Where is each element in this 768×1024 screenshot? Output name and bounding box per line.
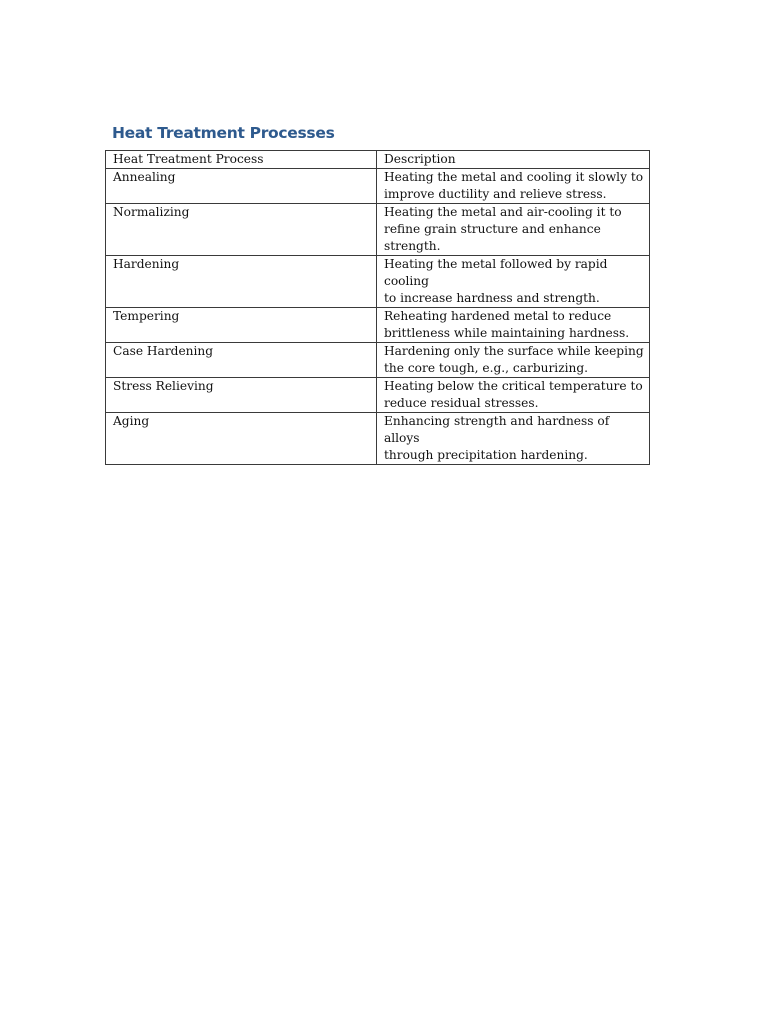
description-cell: Heating below the critical temperature to reduce residual stresses. bbox=[377, 378, 650, 413]
description-cell: Heating the metal and cooling it slowly to improve ductility and relieve stress. bbox=[377, 169, 650, 204]
table-row bbox=[106, 308, 650, 343]
table-row bbox=[106, 378, 650, 413]
process-cell: Hardening bbox=[106, 256, 377, 308]
table-row bbox=[106, 169, 650, 204]
description-cell: Heating the metal followed by rapid cooling to increase hardness and strength. bbox=[377, 256, 650, 308]
process-cell: Normalizing bbox=[106, 204, 377, 256]
process-cell: Aging bbox=[106, 413, 377, 465]
table-row bbox=[106, 204, 650, 256]
process-cell: Tempering bbox=[106, 308, 377, 343]
table-header-row bbox=[106, 151, 650, 169]
document-title: Heat Treatment Processes bbox=[112, 124, 335, 142]
heat-treatment-table bbox=[105, 150, 650, 465]
description-cell: Enhancing strength and hardness of alloys through precipitation hardening. bbox=[377, 413, 650, 465]
column-header-description: Description bbox=[377, 151, 650, 169]
process-cell: Stress Relieving bbox=[106, 378, 377, 413]
description-cell: Hardening only the surface while keeping the core tough, e.g., carburizing. bbox=[377, 343, 650, 378]
description-cell: Reheating hardened metal to reduce brittleness while maintaining hardness. bbox=[377, 308, 650, 343]
process-cell: Case Hardening bbox=[106, 343, 377, 378]
table-row bbox=[106, 343, 650, 378]
table-row bbox=[106, 413, 650, 465]
column-header-process: Heat Treatment Process bbox=[106, 151, 377, 169]
table-row bbox=[106, 256, 650, 308]
description-cell: Heating the metal and air-cooling it to refine grain structure and enhance strength. bbox=[377, 204, 650, 256]
process-cell: Annealing bbox=[106, 169, 377, 204]
